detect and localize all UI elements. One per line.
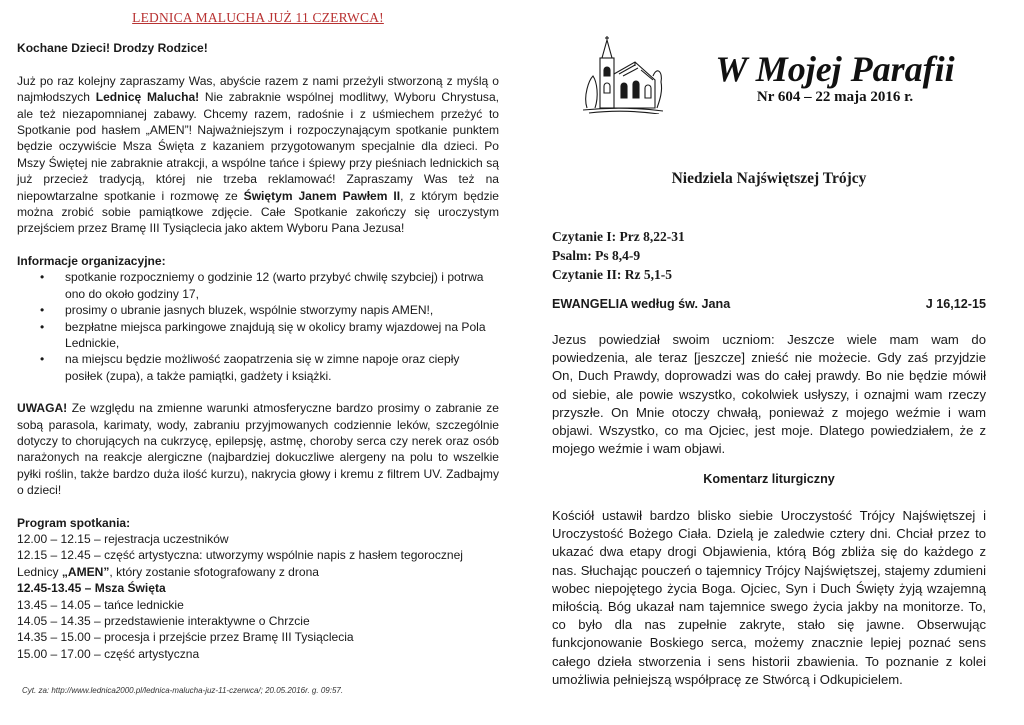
info-item: • prosimy o ubranie jasnych bluzek, wspólnie stworzymy napis AMEN!, — [65, 302, 499, 318]
info-heading: Informacje organizacyjne: — [17, 253, 166, 268]
sunday-heading: Niedziela Najświętszej Trójcy — [671, 170, 867, 187]
info-list — [17, 269, 499, 384]
program-line-mass: 12.45-13.45 – Msza Święta — [17, 581, 166, 596]
intro-text-2: Nie zabraknie wspólnej modlitwy, Wyboru Chrystusa, ale też niezapomnianej zabawy. Chcemy razem, radośnie i z uśmiechem przeżyć to Spotkanie pod hasłem „AMEN”! Najważniejszym i rozpoczynającym spotkanie punktem będzie oczywiście Msza Święta z kazaniem przygotowanym specjalnie dla dzieci. Po Mszy Świętej nie zabraknie atrakcji, a wspólne tańce i śpiewy przy pieśniach lednickich są już przecież tradycją, której nie trzeba reklamować! Zapraszamy Was też na niepowtarzalne spotkanie i rozmowę ze — [17, 90, 499, 203]
reading-item: Czytanie I: Prz 8,22-31 — [552, 229, 685, 244]
program-line-part: Lednicy — [17, 564, 62, 579]
program-line: 12.15 – 12.45 – część artystyczna: utworzymy wspólnie napis z hasłem tegorocznej — [17, 548, 463, 563]
warning-text: Ze względu na zmienne warunki atmosferyczne bardzo prosimy o zabranie ze sobą parasola, karimaty, wody, zabraniu przyjmowanych codziennie leków, szczególnie dotyczy to chorujących na cukrzycę, epilepsję, astmę, choroby serca czy nerek oraz osób narażonych na reakcje alergiczne (najbardziej dokuczliwe alergeny na polu to wszelkie pyłki roślin, także bardzo duża ilość kurzu), nakrycia głowy i kremu z filtrem UV. Zadbajmy o dzieci! — [17, 401, 499, 498]
issue-number: Nr 604 – 22 maja 2016 r. — [756, 89, 914, 105]
info-item: • bezpłatne miejsca parkingowe znajdują się w okolicy bramy wjazdowej na Pola Lednickie, — [65, 319, 499, 352]
comment-heading: Komentarz liturgiczny — [703, 472, 835, 486]
source-citation: Cyt. za: http://www.lednica2000.pl/lednica-malucha-juz-11-czerwca/; 20.05.2016r. g. 09:57. — [22, 686, 344, 695]
info-item: • na miejscu będzie możliwość zaopatrzenia się w zimne napoje oraz ciepły posiłek (zupa), a także pamiątki, gadżety i książki. — [65, 351, 499, 384]
reading-item: Psalm: Ps 8,4-9 — [552, 248, 641, 263]
intro-text-3: , z którym będzie można zrobić sobie pamiątkowe zdjęcie. Całe Spotkanie zakończy się uroczystym przejściem przez Bramę III Tysiąclecia jako aktem Wyboru Pana Jezusa! — [17, 188, 499, 236]
program-line: 14.05 – 14.35 – przedstawienie interaktywne o Chrzcie — [17, 614, 310, 628]
program-heading: Program spotkania: — [17, 515, 131, 530]
readings-list — [552, 227, 685, 284]
program-amen: „AMEN” — [61, 564, 110, 579]
gospel-label: EWANGELIA według św. Jana — [552, 297, 731, 311]
intro-text-1: Już po raz kolejny zapraszamy Was, abyście razem z nami przeżyli stworzoną z myślą o najmłodszych — [17, 73, 499, 105]
program-line: 12.00 – 12.15 – rejestracja uczestników — [17, 531, 229, 546]
info-item: • spotkanie rozpoczniemy o godzinie 12 (warto przybyć chwilę szybciej) i potrwa ono do około godziny 17, — [65, 269, 499, 302]
comment-text: Kościół ustawił bardzo blisko siebie Uroczystość Trójcy Najświętszej i Uroczystość Bożego Ciała. Dzielą je zaledwie cztery dni. Chciał przez to ukazać dwa etapy drogi Objawienia, którą Bóg zbliża się do każdego z nas. Słuchając pouczeń o tajemnicy Trójcy Najświętszej, stajemy zdumieni wobec niepojętego życia Boga. Ojciec, Syn i Duch Święty żyją wzajemną miłością. Bóg ukazał nam tajemnice swego życia jakby na monitorze. To, co było dla nas zupełnie zakryte, stało się jawne. Obserwując funkcjonowanie Boskiego serca, możemy znacznie lepiej poznać sens całego dzieła stworzenia i sens historii zbawienia. To poznanie z kolei umożliwia pełniejszą współpracę ze Stwórcą i Odkupicielem. — [552, 508, 986, 687]
reading-item: Czytanie II: Rz 5,1-5 — [552, 267, 672, 282]
church-sketch-icon — [583, 36, 663, 114]
greeting: Kochane Dzieci! Drodzy Rodzice! — [17, 41, 208, 56]
warning-label: UWAGA! — [17, 401, 68, 416]
program-line: 15.00 – 17.00 – część artystyczna — [17, 646, 200, 661]
gospel-reference: J 16,12-15 — [925, 297, 986, 311]
program-line — [17, 564, 499, 580]
program-line-part: , który zostanie sfotografowany z drona — [109, 564, 319, 579]
warning-paragraph — [17, 400, 499, 498]
left-column — [17, 10, 499, 662]
gospel-text: Jezus powiedział swoim uczniom: Jeszcze wiele mam wam do powiedzenia, ale teraz [jeszcze] znieść nie możecie. Gdy zaś przyjdzie On, Duch Prawdy, doprowadzi was do całej prawdy. Bo nie będzie mówił od siebie, ale powie wszystko, cokolwiek usłyszy, i oznajmi wam rzeczy przyszłe. On Mnie otoczy chwałą, ponieważ z mojego weźmie i wam objawi. Wszystko, co ma Ojciec, jest moje. Dlatego powiedziałem, że z mojego weźmie i wam objawi. — [552, 332, 986, 457]
program-line: 13.45 – 14.05 – tańce lednickie — [17, 597, 184, 612]
program-line: 14.35 – 15.00 – procesja i przejście przez Bramę III Tysiąclecia — [17, 630, 354, 645]
lednica-title — [17, 10, 499, 26]
intro-paragraph — [17, 73, 499, 237]
bulletin-title: W Mojej Parafii — [715, 49, 955, 89]
gospel-heading — [552, 297, 986, 311]
intro-saint: Świętym Janem Pawłem II — [243, 188, 401, 203]
intro-lednica: Lednicę Malucha! — [95, 90, 200, 105]
lednica-title-text: LEDNICA MALUCHA JUŻ 11 CZERWCA! — [132, 10, 384, 25]
